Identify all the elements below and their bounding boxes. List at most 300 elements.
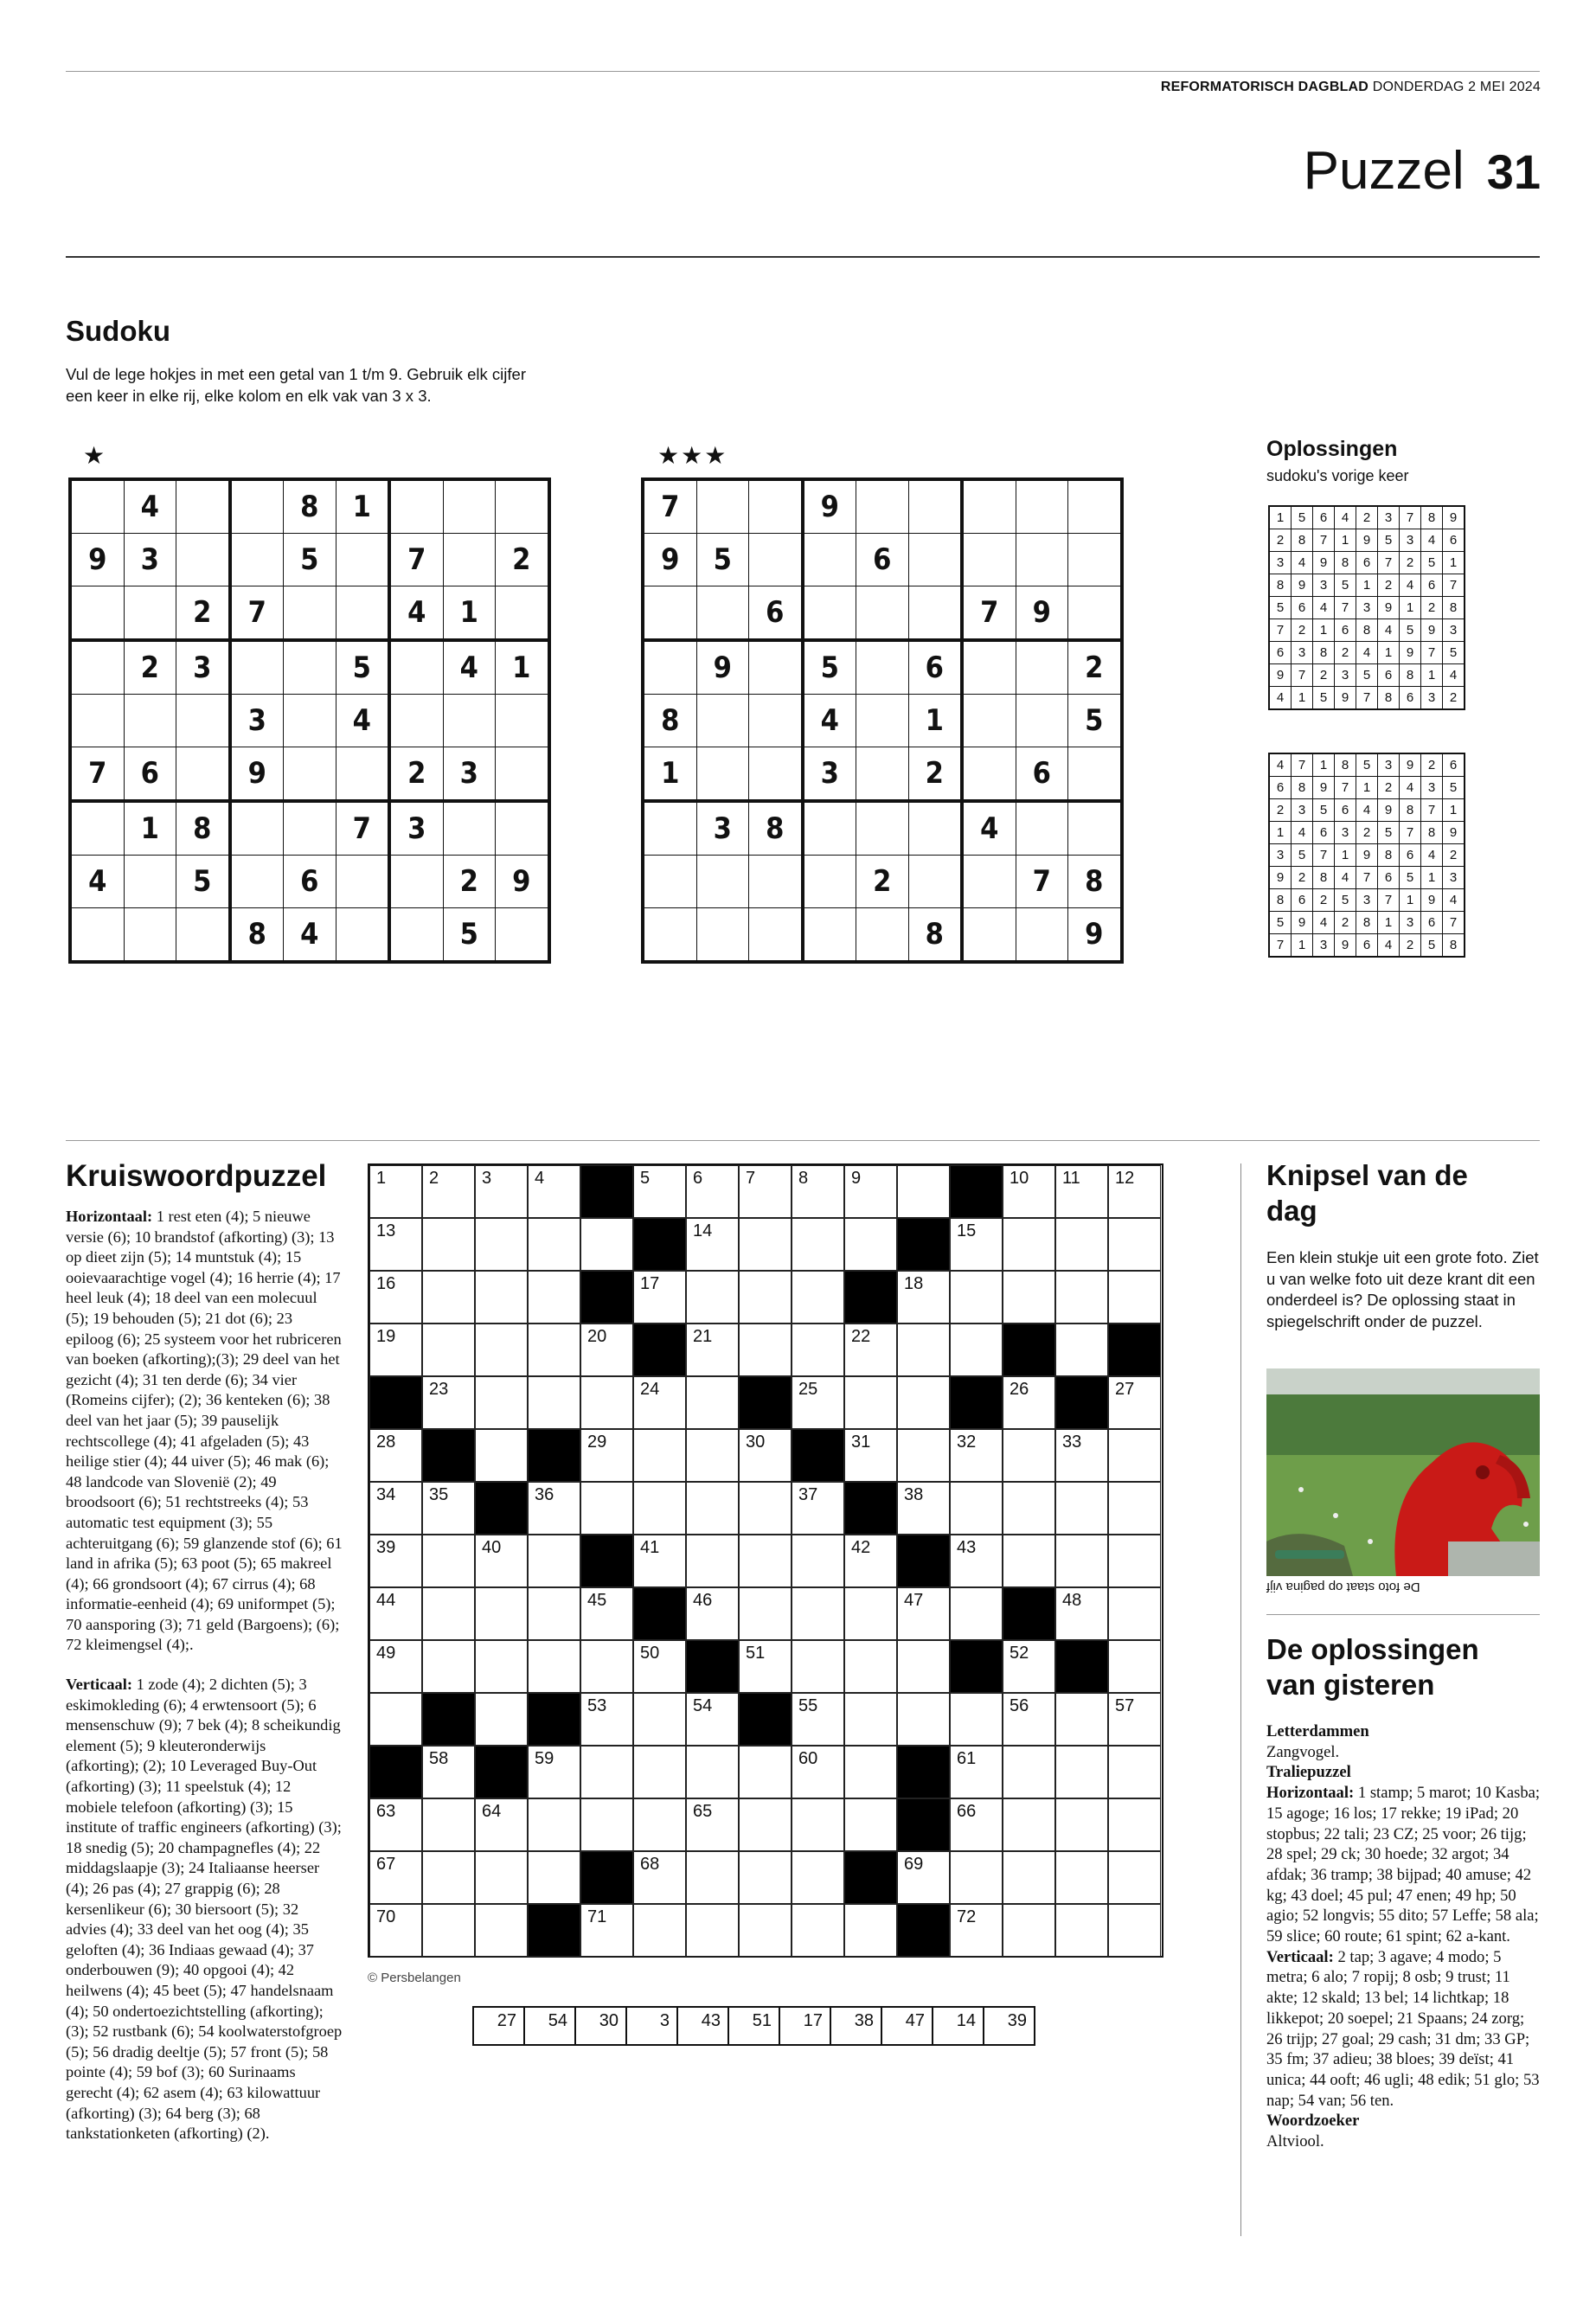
- crossword-cell[interactable]: [1003, 1798, 1055, 1851]
- crossword-cell[interactable]: [633, 1851, 686, 1904]
- crossword-cell[interactable]: [422, 1587, 475, 1640]
- crossword-cell[interactable]: [369, 1218, 422, 1271]
- clue-number: 65: [693, 1802, 713, 1821]
- crossword-cell[interactable]: [1003, 1165, 1055, 1218]
- crossword-cell[interactable]: [686, 1904, 739, 1957]
- crossword-cell[interactable]: [739, 1798, 792, 1851]
- crossword-cell[interactable]: [686, 1218, 739, 1271]
- crossword-cell[interactable]: [475, 1798, 528, 1851]
- crossword-cell[interactable]: [1003, 1640, 1055, 1693]
- crossword-cell[interactable]: [1108, 1904, 1161, 1957]
- crossword-cell[interactable]: [1108, 1535, 1161, 1587]
- crossword-cell[interactable]: [844, 1218, 897, 1271]
- clue-number: 35: [429, 1485, 449, 1504]
- crossword-cell[interactable]: [633, 1640, 686, 1693]
- clue-number: 11: [1062, 1169, 1080, 1188]
- crossword-cell[interactable]: [528, 1376, 580, 1429]
- crossword-cell[interactable]: [475, 1429, 528, 1482]
- crossword-cell[interactable]: [475, 1693, 528, 1746]
- crossword-cell[interactable]: [686, 1693, 739, 1746]
- crossword-cell[interactable]: [844, 1429, 897, 1482]
- crossword-cell[interactable]: [633, 1429, 686, 1482]
- sudoku-cell: [284, 640, 337, 695]
- sudoku-cell: [856, 586, 909, 641]
- sudoku-cell: [749, 695, 803, 747]
- clue-number: 69: [904, 1855, 924, 1874]
- sudoku-intro: Vul de lege hokjes in met een getal van 1 t/m 9. Gebruik elk cijfer een keer in elke rij, elke kolom en elk vak van 3 x 3.: [66, 365, 526, 405]
- crossword-cell[interactable]: [844, 1587, 897, 1640]
- crossword-cell[interactable]: [1108, 1851, 1161, 1904]
- crossword-cell[interactable]: [950, 1271, 1003, 1324]
- sudoku-cell: 6: [749, 586, 803, 641]
- sudoku-cell: [284, 695, 337, 747]
- crossword-cell[interactable]: [739, 1324, 792, 1376]
- crossword-cell[interactable]: [686, 1746, 739, 1798]
- sudoku-cell: 9: [1443, 506, 1465, 529]
- crossword-cell[interactable]: [475, 1218, 528, 1271]
- crossword-cell[interactable]: [1055, 1429, 1108, 1482]
- crossword-cell[interactable]: [1055, 1482, 1108, 1535]
- crossword-cell[interactable]: [739, 1851, 792, 1904]
- sudoku-cell: [230, 534, 284, 586]
- solutions-title: Oplossingen: [1266, 437, 1398, 461]
- crossword-cell[interactable]: [739, 1165, 792, 1218]
- difficulty-stars-1: ★: [83, 442, 107, 469]
- crossword-cell[interactable]: [475, 1851, 528, 1904]
- crossword-cell[interactable]: [580, 1324, 633, 1376]
- crossword-cell[interactable]: [369, 1798, 422, 1851]
- crossword-cell[interactable]: [950, 1429, 1003, 1482]
- crossword-cell[interactable]: [897, 1482, 950, 1535]
- clue-number: 18: [904, 1274, 924, 1293]
- sudoku-grid-hard: [641, 478, 1124, 964]
- crossword-cell[interactable]: [1003, 1482, 1055, 1535]
- crossword-cell[interactable]: [739, 1746, 792, 1798]
- crossword-cell[interactable]: [528, 1324, 580, 1376]
- sudoku-cell: [1016, 640, 1068, 695]
- crossword-cell[interactable]: [580, 1693, 633, 1746]
- sudoku-cell: 9: [1068, 908, 1122, 963]
- crossword-cell[interactable]: [792, 1324, 844, 1376]
- crossword-cell[interactable]: [422, 1324, 475, 1376]
- crossword-cell[interactable]: [422, 1218, 475, 1271]
- crossword-cell[interactable]: [792, 1376, 844, 1429]
- crossword-black-cell: [475, 1746, 528, 1798]
- top-rule: [66, 71, 1540, 72]
- sudoku-cell: 2: [1378, 777, 1400, 799]
- crossword-cell[interactable]: [475, 1535, 528, 1587]
- sudoku-cell: 6: [1313, 822, 1335, 844]
- sudoku-cell: 6: [1378, 867, 1400, 889]
- crossword-cell[interactable]: [950, 1324, 1003, 1376]
- crossword-cell[interactable]: [1055, 1271, 1108, 1324]
- crossword-cell[interactable]: [528, 1587, 580, 1640]
- sudoku-cell: 9: [1378, 799, 1400, 822]
- strip-cell[interactable]: 27: [473, 2007, 524, 2045]
- sudoku-cell: 6: [124, 747, 176, 802]
- crossword-cell[interactable]: [475, 1904, 528, 1957]
- crossword-cell[interactable]: [633, 1904, 686, 1957]
- sudoku-cell: 9: [1400, 753, 1421, 777]
- sudoku-cell: 3: [696, 801, 749, 856]
- crossword-cell[interactable]: [422, 1482, 475, 1535]
- crossword-cell[interactable]: [686, 1324, 739, 1376]
- crossword-cell[interactable]: [475, 1271, 528, 1324]
- crossword-cell[interactable]: [686, 1429, 739, 1482]
- crossword-cell[interactable]: [580, 1798, 633, 1851]
- crossword-cell[interactable]: [528, 1640, 580, 1693]
- crossword-cell[interactable]: [739, 1904, 792, 1957]
- crossword-cell[interactable]: [1108, 1482, 1161, 1535]
- sudoku-cell: 5: [1356, 664, 1378, 687]
- crossword-cell[interactable]: [897, 1587, 950, 1640]
- sudoku-cell: 4: [70, 856, 124, 908]
- crossword-cell[interactable]: [528, 1535, 580, 1587]
- crossword-black-cell: [897, 1798, 950, 1851]
- sudoku-cell: 3: [1292, 642, 1313, 664]
- knipsel-photo: [1266, 1368, 1540, 1576]
- sudoku-cell: [443, 534, 496, 586]
- strip-cell[interactable]: 30: [575, 2007, 626, 2045]
- crossword-cell[interactable]: [422, 1165, 475, 1218]
- crossword-cell[interactable]: [422, 1376, 475, 1429]
- crossword-cell[interactable]: [1108, 1587, 1161, 1640]
- crossword-cell[interactable]: [633, 1482, 686, 1535]
- crossword-cell[interactable]: [1003, 1376, 1055, 1429]
- crossword-cell[interactable]: [1055, 1218, 1108, 1271]
- sudoku-cell: [389, 640, 443, 695]
- crossword-cell[interactable]: [1055, 1904, 1108, 1957]
- strip-cell[interactable]: 17: [779, 2007, 830, 2045]
- sudoku-cell: 1: [1292, 687, 1313, 710]
- crossword-cell[interactable]: [686, 1798, 739, 1851]
- sudoku-cell: 7: [1421, 642, 1443, 664]
- crossword-cell[interactable]: [844, 1324, 897, 1376]
- crossword-cell[interactable]: [475, 1587, 528, 1640]
- crossword-cell[interactable]: [528, 1851, 580, 1904]
- crossword-cell[interactable]: [369, 1851, 422, 1904]
- crossword-cell[interactable]: [844, 1640, 897, 1693]
- crossword-cell[interactable]: [950, 1535, 1003, 1587]
- crossword-cell[interactable]: [1108, 1376, 1161, 1429]
- sudoku-cell: 6: [1421, 912, 1443, 934]
- sudoku-cell: [908, 534, 962, 586]
- crossword-cell[interactable]: [950, 1904, 1003, 1957]
- crossword-cell[interactable]: [633, 1693, 686, 1746]
- sudoku-cell: 2: [443, 856, 496, 908]
- knipsel-title: Knipsel van de dag: [1266, 1159, 1468, 1227]
- sudoku-cell: 3: [1335, 664, 1356, 687]
- sudoku-cell: 9: [1356, 844, 1378, 867]
- sudoku-cell: 1: [1335, 529, 1356, 552]
- crossword-cell[interactable]: [633, 1376, 686, 1429]
- crossword-cell[interactable]: [792, 1904, 844, 1957]
- crossword-cell[interactable]: [580, 1640, 633, 1693]
- crossword-cell[interactable]: [686, 1165, 739, 1218]
- sudoku-cell: 7: [1016, 856, 1068, 908]
- crossword-cell[interactable]: [844, 1746, 897, 1798]
- crossword-cell[interactable]: [1003, 1535, 1055, 1587]
- crossword-cell[interactable]: [1108, 1271, 1161, 1324]
- crossword-cell[interactable]: [580, 1904, 633, 1957]
- crossword-cell[interactable]: [686, 1376, 739, 1429]
- sudoku-cell: 5: [1421, 552, 1443, 574]
- sudoku-cell: 1: [1335, 844, 1356, 867]
- sudoku-cell: [696, 479, 749, 534]
- crossword-cell[interactable]: [739, 1429, 792, 1482]
- crossword-cell[interactable]: [844, 1693, 897, 1746]
- crossword-cell[interactable]: [633, 1746, 686, 1798]
- crossword-cell[interactable]: [1003, 1904, 1055, 1957]
- crossword-cell[interactable]: [792, 1535, 844, 1587]
- crossword-cell[interactable]: [1108, 1429, 1161, 1482]
- crossword-cell[interactable]: [1108, 1165, 1161, 1218]
- crossword-cell[interactable]: [1055, 1587, 1108, 1640]
- clue-number: 34: [376, 1485, 396, 1504]
- sudoku-cell: 7: [1313, 529, 1335, 552]
- crossword-cell[interactable]: [1108, 1746, 1161, 1798]
- crossword-cell[interactable]: [1003, 1693, 1055, 1746]
- crossword-cell[interactable]: [475, 1376, 528, 1429]
- crossword-cell[interactable]: [897, 1429, 950, 1482]
- crossword-cell[interactable]: [1055, 1798, 1108, 1851]
- crossword-cell[interactable]: [950, 1693, 1003, 1746]
- crossword-cell[interactable]: [1108, 1798, 1161, 1851]
- crossword-cell[interactable]: [369, 1482, 422, 1535]
- crossword-cell[interactable]: [686, 1535, 739, 1587]
- clue-number: 5: [640, 1169, 651, 1188]
- crossword-cell[interactable]: [686, 1587, 739, 1640]
- crossword-cell[interactable]: [844, 1535, 897, 1587]
- sudoku-cell: [70, 908, 124, 963]
- crossword-cell[interactable]: [1003, 1218, 1055, 1271]
- crossword-cell[interactable]: [369, 1429, 422, 1482]
- sudoku-cell: 6: [1443, 753, 1465, 777]
- clue-number: 43: [957, 1538, 977, 1557]
- crossword-cell[interactable]: [1055, 1851, 1108, 1904]
- crossword-cell[interactable]: [369, 1165, 422, 1218]
- crossword-cell[interactable]: [897, 1165, 950, 1218]
- sudoku-cell: [124, 856, 176, 908]
- sudoku-cell: 2: [1313, 664, 1335, 687]
- crossword-cell[interactable]: [475, 1324, 528, 1376]
- crossword-cell[interactable]: [897, 1693, 950, 1746]
- sudoku-title: Sudoku: [66, 315, 170, 347]
- crossword-cell[interactable]: [422, 1271, 475, 1324]
- crossword-cell[interactable]: [844, 1904, 897, 1957]
- sudoku-cell: 5: [443, 908, 496, 963]
- crossword-cell[interactable]: [633, 1535, 686, 1587]
- crossword-cell[interactable]: [1003, 1429, 1055, 1482]
- sudoku-cell: 3: [1378, 506, 1400, 529]
- crossword-cell[interactable]: [369, 1324, 422, 1376]
- crossword-cell[interactable]: [422, 1851, 475, 1904]
- crossword-cell[interactable]: [950, 1587, 1003, 1640]
- crossword-cell[interactable]: [580, 1482, 633, 1535]
- strip-cell[interactable]: 51: [728, 2007, 779, 2045]
- sudoku-cell: [803, 534, 856, 586]
- sudoku-cell: 2: [1292, 619, 1313, 642]
- strip-cell[interactable]: 14: [933, 2007, 984, 2045]
- crossword-cell[interactable]: [1055, 1324, 1108, 1376]
- crossword-cell[interactable]: [422, 1640, 475, 1693]
- clue-number: 46: [693, 1591, 713, 1610]
- crossword-cell[interactable]: [422, 1798, 475, 1851]
- sudoku-cell: 7: [1421, 799, 1443, 822]
- crossword-cell[interactable]: [1055, 1746, 1108, 1798]
- crossword-cell[interactable]: [475, 1640, 528, 1693]
- playground-photo: [1266, 1368, 1540, 1576]
- crossword-cell[interactable]: [950, 1798, 1003, 1851]
- crossword-cell[interactable]: [1108, 1693, 1161, 1746]
- crossword-cell[interactable]: [897, 1324, 950, 1376]
- sudoku-grid-easy: [68, 478, 551, 964]
- crossword-black-cell: [950, 1165, 1003, 1218]
- sudoku-cell: 6: [1356, 552, 1378, 574]
- sudoku-cell: [1068, 747, 1122, 802]
- crossword-cell[interactable]: [580, 1376, 633, 1429]
- column-divider: [1240, 1163, 1241, 2236]
- crossword-cell[interactable]: [369, 1904, 422, 1957]
- crossword-cell[interactable]: [580, 1218, 633, 1271]
- crossword-cell[interactable]: [528, 1271, 580, 1324]
- crossword-cell[interactable]: [950, 1851, 1003, 1904]
- crossword-cell[interactable]: [950, 1746, 1003, 1798]
- crossword-cell[interactable]: [686, 1271, 739, 1324]
- sudoku-cell: 4: [1356, 642, 1378, 664]
- crossword-cell[interactable]: [528, 1746, 580, 1798]
- clue-number: 30: [746, 1433, 766, 1452]
- crossword-cell[interactable]: [686, 1851, 739, 1904]
- crossword-cell[interactable]: [792, 1587, 844, 1640]
- strip-cell[interactable]: 47: [881, 2007, 933, 2045]
- crossword-cell[interactable]: [1055, 1165, 1108, 1218]
- sudoku-cell: [284, 586, 337, 641]
- sudoku-cell: [1016, 479, 1068, 534]
- sudoku-cell: 5: [336, 640, 389, 695]
- strip-cell[interactable]: 54: [524, 2007, 575, 2045]
- sudoku-cell: 7: [70, 747, 124, 802]
- crossword-cell[interactable]: [897, 1851, 950, 1904]
- crossword-cell[interactable]: [897, 1271, 950, 1324]
- sudoku-cell: 1: [1356, 777, 1378, 799]
- crossword-cell[interactable]: [580, 1429, 633, 1482]
- sudoku-cell: 5: [284, 534, 337, 586]
- crossword-cell[interactable]: [1055, 1535, 1108, 1587]
- sudoku-cell: 6: [1356, 934, 1378, 958]
- crossword-cell[interactable]: [369, 1693, 422, 1746]
- crossword-cell[interactable]: [739, 1640, 792, 1693]
- crossword-cell[interactable]: [739, 1482, 792, 1535]
- sudoku-cell: 1: [1443, 799, 1465, 822]
- sudoku-cell: [230, 801, 284, 856]
- crossword-cell[interactable]: [1108, 1640, 1161, 1693]
- sudoku-cell: [124, 908, 176, 963]
- crossword-cell[interactable]: [792, 1482, 844, 1535]
- strip-cell[interactable]: 3: [626, 2007, 677, 2045]
- crossword-cell[interactable]: [369, 1640, 422, 1693]
- sudoku-cell: 1: [1378, 642, 1400, 664]
- crossword-cell[interactable]: [1108, 1218, 1161, 1271]
- crossword-cell[interactable]: [792, 1693, 844, 1746]
- clue-number: 44: [376, 1591, 396, 1610]
- crossword-cell[interactable]: [844, 1376, 897, 1429]
- crossword-cell[interactable]: [580, 1587, 633, 1640]
- crossword-cell[interactable]: [528, 1218, 580, 1271]
- crossword-cell[interactable]: [475, 1165, 528, 1218]
- crossword-cell[interactable]: [792, 1851, 844, 1904]
- sudoku-cell: 8: [1421, 506, 1443, 529]
- crossword-cell[interactable]: [1003, 1271, 1055, 1324]
- crossword-cell[interactable]: [950, 1482, 1003, 1535]
- crossword-cell[interactable]: [422, 1535, 475, 1587]
- crossword-cell[interactable]: [739, 1218, 792, 1271]
- strip-cell[interactable]: 39: [984, 2007, 1035, 2045]
- sudoku-cell: 7: [1269, 934, 1292, 958]
- clue-number: 12: [1115, 1169, 1135, 1188]
- crossword-cell[interactable]: [528, 1482, 580, 1535]
- sudoku-cell: [496, 695, 549, 747]
- crossword-cell[interactable]: [792, 1218, 844, 1271]
- sudoku-cell: 9: [1292, 912, 1313, 934]
- crossword-black-cell: [950, 1640, 1003, 1693]
- crossword-cell[interactable]: [633, 1271, 686, 1324]
- crossword-cell[interactable]: [739, 1271, 792, 1324]
- crossword-cell[interactable]: [792, 1271, 844, 1324]
- crossword-cell[interactable]: [369, 1587, 422, 1640]
- crossword-cell[interactable]: [422, 1746, 475, 1798]
- crossword-cell[interactable]: [739, 1587, 792, 1640]
- clue-number: 54: [693, 1696, 713, 1715]
- clue-number: 2: [429, 1169, 439, 1188]
- crossword-cell[interactable]: [580, 1746, 633, 1798]
- crossword-cell[interactable]: [369, 1535, 422, 1587]
- crossword-cell[interactable]: [528, 1798, 580, 1851]
- crossword-cell[interactable]: [792, 1640, 844, 1693]
- crossword-cell[interactable]: [897, 1376, 950, 1429]
- sudoku-cell: [1016, 801, 1068, 856]
- crossword-cell[interactable]: [369, 1271, 422, 1324]
- sudoku-cell: [336, 586, 389, 641]
- crossword-cell[interactable]: [844, 1165, 897, 1218]
- crossword-cell[interactable]: [792, 1165, 844, 1218]
- crossword-cell[interactable]: [792, 1746, 844, 1798]
- crossword-cell[interactable]: [686, 1482, 739, 1535]
- sudoku-cell: [389, 908, 443, 963]
- sudoku-cell: 1: [496, 640, 549, 695]
- crossword-cell[interactable]: [897, 1640, 950, 1693]
- crossword-cell[interactable]: [633, 1165, 686, 1218]
- crossword-cell[interactable]: [528, 1165, 580, 1218]
- strip-cell[interactable]: 43: [677, 2007, 728, 2045]
- crossword-cell[interactable]: [422, 1904, 475, 1957]
- crossword-cell[interactable]: [950, 1218, 1003, 1271]
- sudoku-cell: 8: [1356, 912, 1378, 934]
- clue-number: 40: [482, 1538, 502, 1557]
- sudoku-cell: 5: [1400, 619, 1421, 642]
- crossword-cell[interactable]: [844, 1798, 897, 1851]
- crossword-cell[interactable]: [739, 1535, 792, 1587]
- sudoku-cell: 2: [389, 747, 443, 802]
- crossword-cell[interactable]: [1055, 1693, 1108, 1746]
- strip-cell[interactable]: 38: [830, 2007, 881, 2045]
- crossword-cell[interactable]: [1003, 1851, 1055, 1904]
- crossword-cell[interactable]: [633, 1798, 686, 1851]
- crossword-cell[interactable]: [1003, 1746, 1055, 1798]
- clue-number: 63: [376, 1802, 396, 1821]
- sudoku-cell: [70, 640, 124, 695]
- crossword-cell[interactable]: [792, 1798, 844, 1851]
